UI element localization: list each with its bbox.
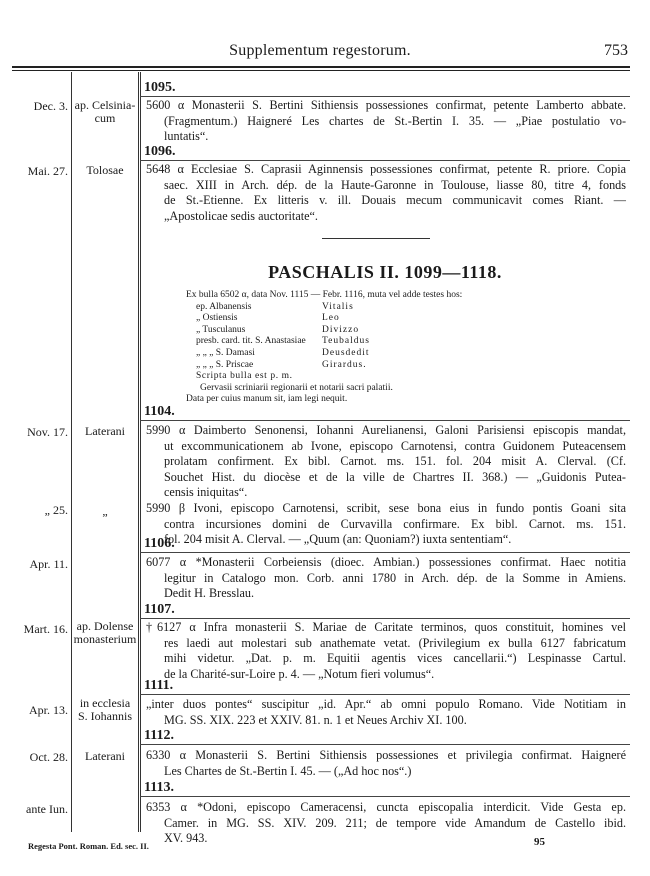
place-line: Laterani [85, 749, 125, 763]
entry-line: 5600 α Monasterii S. Bertini Sithiensis possessiones confirmat, petente Lamberto abbate. [146, 98, 626, 112]
place-line: ap. Dolense [76, 619, 134, 633]
entry-line: prolatam confirment. Ex bibl. Carnot. ms. 151. fol. 204 misit A. Clerval. (Cf. [164, 454, 626, 469]
notes-intro: Ex bulla 6502 α, data Nov. 1115 — Febr. 1116, muta vel adde testes hos: [186, 290, 463, 300]
entry-line: XV. 943. [164, 831, 208, 846]
regest-entry-6330 [146, 748, 626, 779]
entry-place [72, 750, 138, 763]
signature-mark: 95 [534, 836, 545, 848]
entry-line: 5990 α Daimberto Senonensi, Iohanni Aurelianensi, Galoni Parisiensi episcopis mandat, [146, 423, 626, 437]
witness-row [186, 336, 462, 348]
place-line: ap. Celsinia- [74, 98, 136, 112]
regest-entry-1111 [146, 697, 626, 728]
entry-line: 6353 α *Odoni, episcopo Cameracensi, cuncta episcopalia interdicit. Vide Gesta ep. [146, 800, 626, 814]
notes-line: Gervasii scriniarii regionarii et notarii sacri palatii. [200, 382, 393, 393]
entry-date: Dec. 3. [33, 99, 68, 113]
year-rule [140, 694, 630, 695]
regest-entry-5648 [146, 162, 626, 224]
year-rule [140, 160, 630, 161]
entry-line: contra incursiones domini de Curvavilla confirmare. Ex bibl. Carnot. ms. 151. [164, 516, 626, 531]
entry-place [72, 99, 138, 125]
year-rule [140, 96, 630, 97]
entry-date: Oct. 28. [29, 750, 68, 764]
entry-date: „ 25. [44, 503, 68, 517]
witness-notes [186, 290, 462, 406]
notes-line: Data per cuius manum sit, iam legi nequit. [186, 394, 348, 405]
witness-office: „ Ostiensis [196, 313, 238, 324]
year-heading-1107: 1107. [144, 602, 175, 617]
entry-line: de la Charité-sur-Loire p. 4. — „Notum fieri volumus“. [164, 666, 435, 681]
year-heading-1111: 1111. [144, 678, 174, 693]
entry-place [72, 505, 138, 518]
year-rule [140, 744, 630, 745]
entry-line: mihi videtur. „Dat. p. m. Equitii agentis vices cancellarii.“) Lespinasse Cartul. [164, 651, 626, 666]
regest-entry-5600 [146, 98, 626, 145]
entry-line: saec. XIII in Arch. dép. de la Haute-Garonne in Toulouse, liasse 80, titre 4, fonds [164, 177, 626, 192]
entry-line: res laedi aut molestari sub anathemate vetat. (Privilegium ex bulla 6127 fabricatum [164, 635, 626, 650]
witness-row [186, 348, 462, 360]
entry-date: Mart. 16. [23, 622, 68, 636]
place-column-divider-inner [140, 72, 141, 832]
witness-row [186, 325, 462, 337]
witness-row [186, 360, 462, 372]
entry-date: Nov. 17. [27, 425, 68, 439]
page-number: 753 [604, 42, 628, 59]
page-header [12, 40, 628, 62]
regest-entry-6077 [146, 555, 626, 602]
header-rule [12, 66, 630, 68]
witness-office: ep. Albanensis [196, 301, 252, 312]
year-rule [140, 420, 630, 421]
entry-line: „Apostolicae sedis auctoritate“. [164, 208, 318, 223]
header-rule-thin [12, 70, 630, 71]
entry-line: Dedit H. Bresslau. [164, 586, 255, 601]
notes-line: Scripta bulla est p. m. [196, 371, 293, 382]
year-rule [140, 618, 630, 619]
entry-line: 5648 α Ecclesiae S. Caprasii Aginnensis possessiones confirmat, petente R. priore. Copia [146, 162, 626, 176]
witness-row [186, 313, 462, 325]
year-heading-1095: 1095. [144, 80, 176, 95]
entry-date: Apr. 11. [29, 557, 68, 571]
entry-line: censis iniquitas“. [164, 485, 248, 500]
entry-line: ut excommunicationem ab Ivone, episcopo Carnotensi, contra Guidonem Puteacensem [164, 438, 626, 453]
entry-place [72, 164, 138, 177]
year-heading-1113: 1113. [144, 780, 174, 795]
witness-row [186, 302, 462, 314]
entry-date: ante Iun. [26, 802, 68, 816]
entry-place [72, 620, 138, 646]
entry-line: (Fragmentum.) Haigneré Les chartes de St.-Bertin I. 35. — „Piae postulatio vo- [164, 113, 626, 128]
regest-entry-5990b [146, 501, 626, 548]
witness-office: „ Tusculanus [196, 324, 246, 335]
witness-name: Vitalis [322, 301, 354, 312]
witness-name: Girardus. [322, 359, 367, 370]
entry-line: de St.-Etienne. Ex litteris v. ill. Douais mecum communicavit comes Riant. — [164, 193, 626, 208]
year-heading-1104: 1104. [144, 404, 175, 419]
place-column-divider [138, 72, 139, 832]
witness-office: „ „ „ S. Priscae [196, 359, 254, 370]
section-divider [322, 238, 430, 239]
footer-imprint: Regesta Pont. Roman. Ed. sec. II. [28, 841, 149, 851]
year-heading-1112: 1112. [144, 728, 174, 743]
entry-line: 5990 β Ivoni, episcopo Carnotensi, scribit, sese bona eius in fundo pontis Goani sita [146, 501, 626, 515]
witness-name: Deusdedit [322, 347, 370, 358]
place-line: in ecclesia [79, 696, 131, 710]
place-line: Laterani [85, 424, 125, 438]
entry-line: luntatis“. [164, 129, 209, 144]
year-heading-1106: 1106. [144, 536, 175, 551]
witness-name: Teubaldus [322, 336, 370, 347]
entry-line: MG. SS. XIX. 223 et XXIV. 81. n. 1 et Neues Archiv XI. 100. [164, 712, 467, 727]
place-line: Tolosae [86, 163, 124, 177]
entry-line: legitur in Catalogo mon. Corb. anni 1780 in Arch. dép. de la Somme in Amiens. [164, 570, 626, 585]
witness-office: „ „ „ S. Damasi [196, 347, 255, 358]
year-heading-1096: 1096. [144, 144, 176, 159]
entry-line: 6077 α *Monasterii Corbeiensis (dioec. Ambian.) possessiones confirmat. Haec notitia [146, 555, 626, 569]
witness-name: Divizzo [322, 324, 360, 335]
place-line: S. Iohannis [78, 709, 132, 723]
year-rule [140, 552, 630, 553]
regest-entry-6353 [146, 800, 626, 847]
entry-line: „inter duos pontes“ suscipitur „id. Apr.“ ab omni populo Romano. Vide Notitiam in [146, 697, 626, 711]
entry-line: Camer. in MG. SS. XIV. 209. 211; de tempore vide Amandum de Castello ibid. [164, 815, 626, 830]
entry-line: 6330 α Monasterii S. Bertini Sithiensis possessiones et privilegia confirmat. Haigneré [146, 748, 626, 762]
regest-entry-5990a [146, 423, 626, 501]
entry-line: Souchet Hist. du diocèse et de la ville de Chartres II. 368.) — „Guidonis Putea- [164, 469, 626, 484]
entry-line: fol. 204 misit A. Clerval. — „Quum (an: Quoniam?) iuxta sententiam“. [164, 532, 512, 547]
entry-line: †6127 α Infra monasterii S. Mariae de Caritate terminos, quos constituit, homines vel [146, 620, 626, 634]
running-title: Supplementum regestorum. [229, 42, 411, 59]
witness-office: presb. card. tit. S. Anastasiae [196, 336, 306, 347]
place-line: cum [94, 111, 116, 125]
witness-name: Leo [322, 313, 340, 324]
entry-line: Les Chartes de St.-Bertin I. 45. — („Ad hoc nos“.) [164, 763, 412, 778]
pope-title: PASCHALIS II. 1099—1118. [268, 262, 502, 282]
entry-date: Apr. 13. [29, 703, 68, 717]
entry-date: Mai. 27. [27, 164, 68, 178]
regest-entry-6127 [146, 620, 626, 682]
entry-place [72, 425, 138, 438]
entry-place [72, 697, 138, 723]
place-line: monasterium [73, 632, 137, 646]
place-line: „ [102, 504, 108, 518]
year-rule [140, 796, 630, 797]
